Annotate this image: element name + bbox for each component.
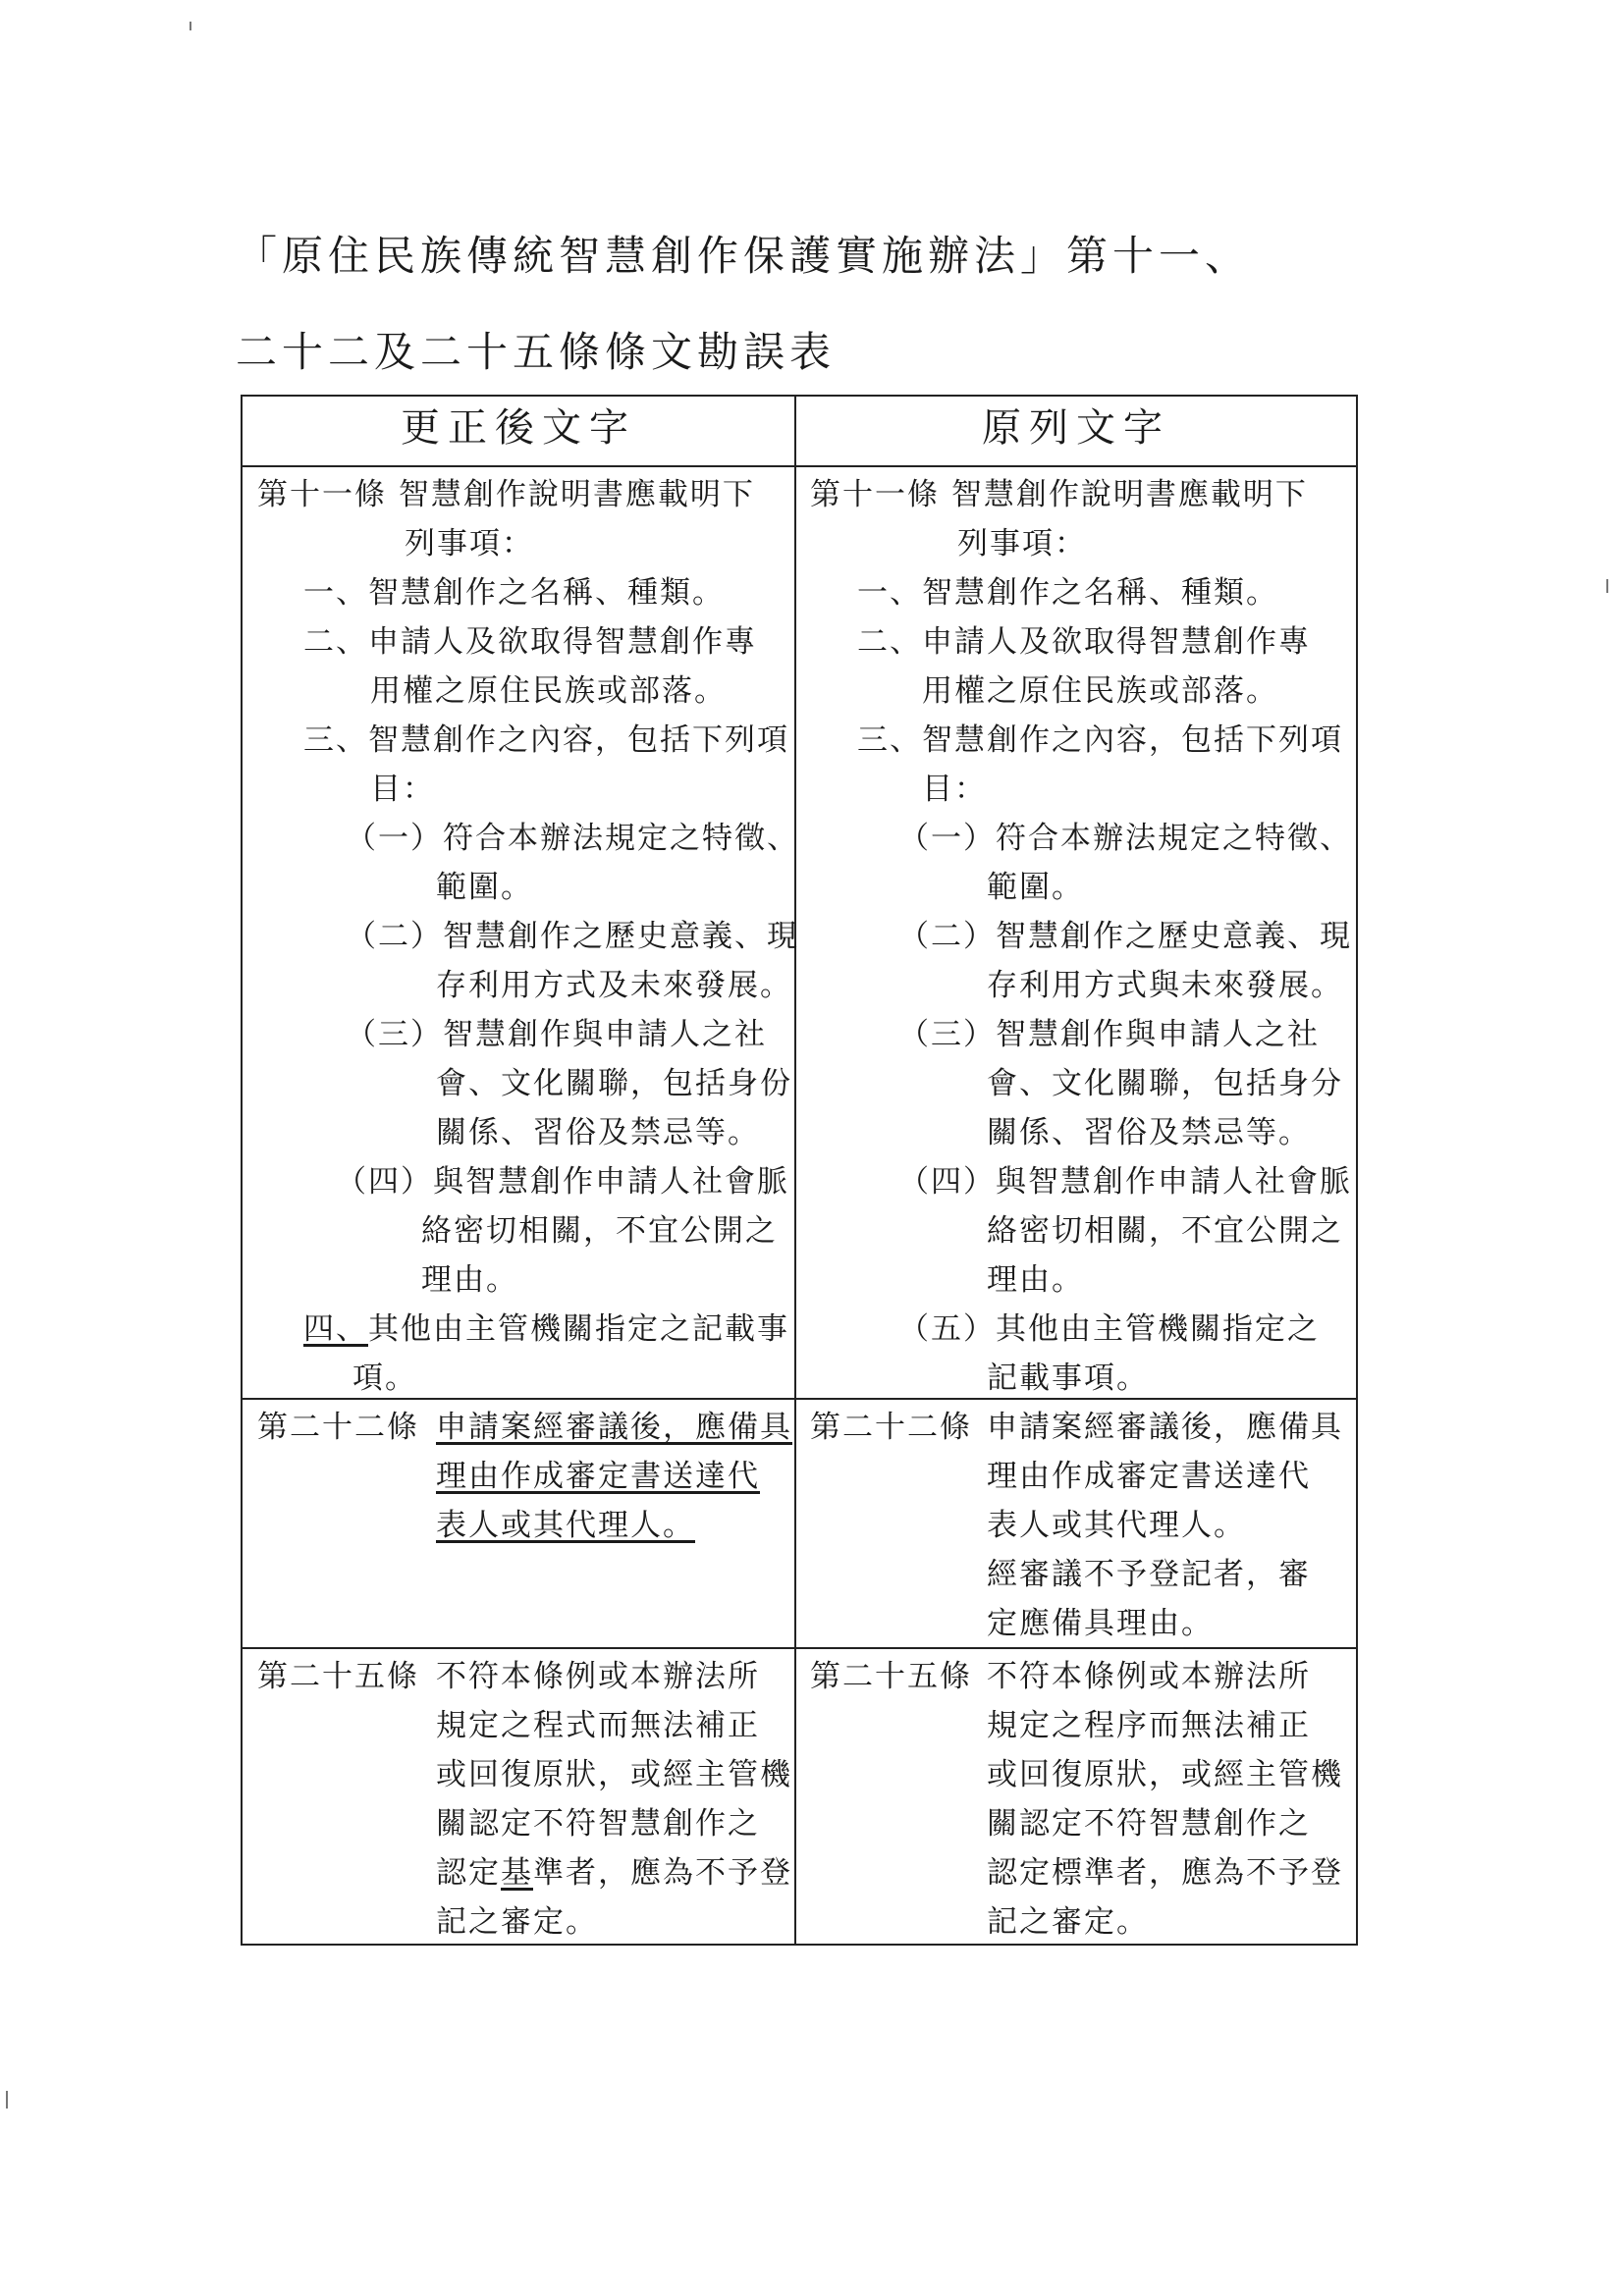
- scan-speck: [6, 2091, 8, 2109]
- corrected-item-number: 四、: [303, 1311, 368, 1347]
- header-row: [242, 396, 1357, 466]
- text-line: （三）智慧創作與申請人之社: [898, 1017, 1320, 1052]
- text-line: 記之審定。: [436, 1904, 598, 1940]
- corrected-text-line: 申請案經審議後，應備具: [436, 1410, 792, 1445]
- scan-speck: [1606, 579, 1608, 593]
- text-line: 理由。: [987, 1262, 1084, 1298]
- article-25-heading: 第二十五條: [810, 1659, 972, 1694]
- header-original: 原列文字: [795, 396, 1357, 466]
- document-title-line-1: 「原住民族傳統智慧創作保護實施辦法」第十一、: [236, 232, 1252, 280]
- text-line: 二、申請人及欲取得智慧創作專: [303, 624, 757, 660]
- article-25-heading: 第二十五條: [257, 1659, 419, 1694]
- article-22-heading: 第二十二條: [257, 1410, 419, 1445]
- text-line: 會、文化關聯，包括身份: [436, 1066, 792, 1101]
- text-line: 認定標準者，應為不予登: [987, 1855, 1343, 1891]
- text-line: 申請案經審議後，應備具: [987, 1410, 1343, 1445]
- text-line: 經審議不予登記者，審: [987, 1557, 1311, 1592]
- text-line: 二、申請人及欲取得智慧創作專: [857, 624, 1311, 660]
- scan-speck: [189, 22, 191, 30]
- text-line: （一）符合本辦法規定之特徵、: [346, 821, 799, 856]
- text-line: [436, 1853, 792, 1893]
- text-line: 範圍。: [436, 870, 533, 905]
- text-line: 不符本條例或本辦法所: [436, 1659, 760, 1694]
- text-line: （二）智慧創作之歷史意義、現: [898, 919, 1352, 954]
- text-line: （五）其他由主管機關指定之: [898, 1311, 1320, 1347]
- text-line: 列事項：: [405, 526, 534, 561]
- corrected-text-line: 表人或其代理人。: [436, 1508, 695, 1543]
- corrected-character: 基: [501, 1855, 533, 1891]
- text-line: 用權之原住民族或部落。: [922, 673, 1278, 709]
- text-line: （三）智慧創作與申請人之社: [346, 1017, 767, 1052]
- text-line: 目：: [370, 772, 435, 807]
- text-line: 或回復原狀，或經主管機: [436, 1757, 792, 1792]
- article-22-heading: 第二十二條: [810, 1410, 972, 1445]
- text-span: 準者，應為不予登: [533, 1855, 792, 1891]
- article-11-heading: 第十一條 智慧創作說明書應載明下: [810, 477, 1308, 512]
- text-line: 理由作成審定書送達代: [987, 1459, 1311, 1494]
- text-line: 項。: [352, 1361, 417, 1396]
- text-line: 三、智慧創作之內容，包括下列項: [857, 722, 1343, 758]
- text-line: 記之審定。: [987, 1904, 1149, 1940]
- text-line: 關係、習俗及禁忌等。: [436, 1115, 760, 1150]
- text-line: 關認定不符智慧創作之: [436, 1806, 760, 1842]
- text-line: 範圍。: [987, 870, 1084, 905]
- corrected-cell: [242, 466, 799, 1399]
- text-line: 記載事項。: [987, 1361, 1149, 1396]
- text-line: 絡密切相關，不宜公開之: [987, 1213, 1343, 1249]
- text-line: 關係、習俗及禁忌等。: [987, 1115, 1311, 1150]
- original-cell: [795, 466, 1357, 1399]
- text-line: （二）智慧創作之歷史意義、現: [346, 919, 799, 954]
- text-span: 其他由主管機關指定之記載事: [368, 1311, 789, 1347]
- text-line: （一）符合本辦法規定之特徵、: [898, 821, 1352, 856]
- text-line: 定應備具理由。: [987, 1606, 1214, 1641]
- text-line: [303, 1309, 789, 1349]
- text-line: 存利用方式及未來發展。: [436, 968, 792, 1003]
- text-line: （四）與智慧創作申請人社會脈: [336, 1164, 789, 1200]
- corrected-cell: [242, 1399, 795, 1648]
- text-line: 會、文化關聯，包括身分: [987, 1066, 1343, 1101]
- table-row-article-25: [242, 1648, 1357, 1945]
- text-span: 認定: [436, 1855, 501, 1891]
- header-corrected: 更正後文字: [242, 396, 795, 466]
- text-line: 理由。: [421, 1262, 518, 1298]
- text-line: 一、智慧創作之名稱、種類。: [303, 575, 725, 611]
- text-line: 列事項：: [957, 526, 1087, 561]
- corrected-cell: [242, 1648, 795, 1945]
- text-line: （四）與智慧創作申請人社會脈: [898, 1164, 1352, 1200]
- text-line: 絡密切相關，不宜公開之: [421, 1213, 778, 1249]
- document-title-line-2: 二十二及二十五條條文勘誤表: [236, 328, 837, 376]
- text-line: 目：: [922, 772, 987, 807]
- text-line: 不符本條例或本辦法所: [987, 1659, 1311, 1694]
- table-row-article-11: [242, 466, 1357, 1399]
- text-line: 存利用方式與未來發展。: [987, 968, 1343, 1003]
- text-line: 關認定不符智慧創作之: [987, 1806, 1311, 1842]
- text-line: 表人或其代理人。: [987, 1508, 1246, 1543]
- table-row-article-22: [242, 1399, 1357, 1648]
- text-line: 或回復原狀，或經主管機: [987, 1757, 1343, 1792]
- errata-table: [241, 395, 1358, 1946]
- corrected-text-line: 理由作成審定書送達代: [436, 1459, 760, 1494]
- text-line: 規定之程式而無法補正: [436, 1708, 760, 1743]
- text-line: 用權之原住民族或部落。: [370, 673, 727, 709]
- text-line: 三、智慧創作之內容，包括下列項: [303, 722, 789, 758]
- original-cell: [795, 1648, 1357, 1945]
- text-line: 規定之程序而無法補正: [987, 1708, 1311, 1743]
- text-line: 一、智慧創作之名稱、種類。: [857, 575, 1278, 611]
- original-cell: [795, 1399, 1357, 1648]
- article-11-heading: 第十一條 智慧創作說明書應載明下: [257, 477, 755, 512]
